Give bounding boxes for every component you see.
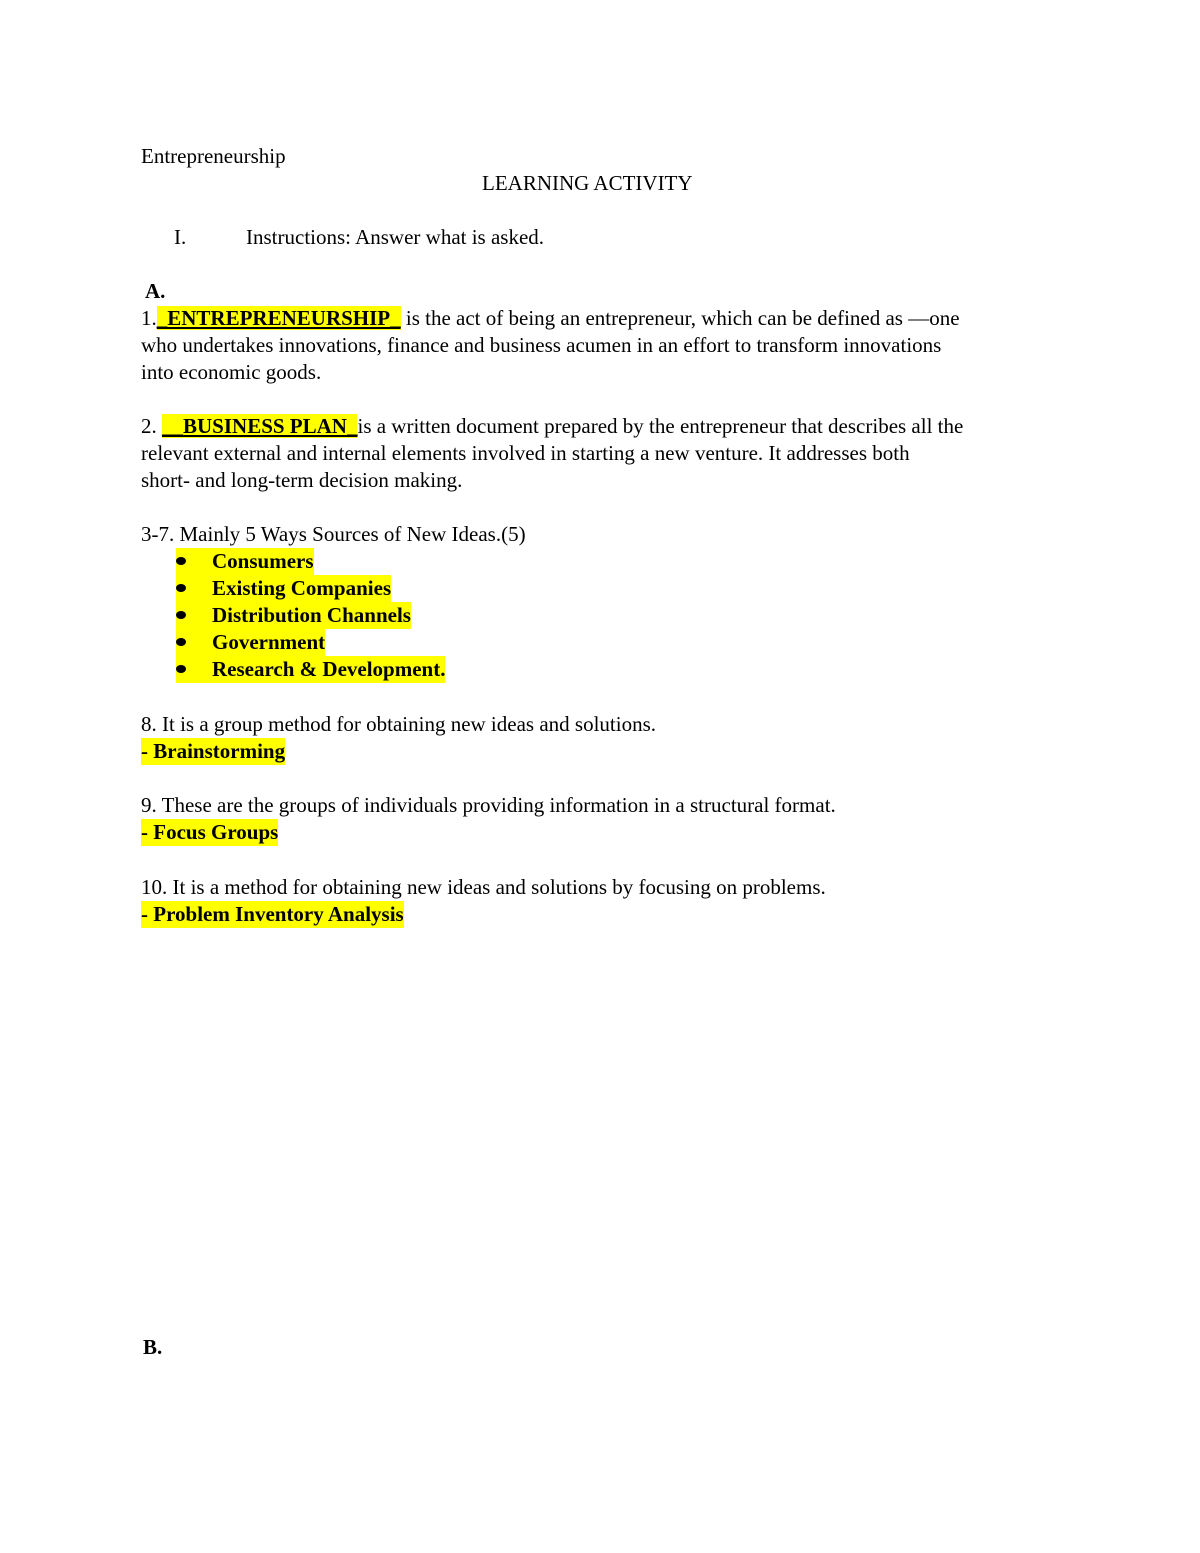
question-10-answer: - Problem Inventory Analysis: [141, 902, 404, 926]
question-2-text-1: is a written document prepared by the entrepreneur that describes all the: [357, 414, 964, 438]
question-1-text-3: into economic goods.: [141, 360, 322, 384]
bullet-icon: [176, 548, 212, 575]
list-item-label: Distribution Channels: [212, 603, 411, 627]
list-item-label: Consumers: [212, 549, 314, 573]
section-a-label: A.: [145, 279, 166, 303]
list-item: [176, 548, 314, 575]
question-1-answer: _ENTREPRENEURSHIP_: [156, 306, 401, 330]
question-10-prompt: 10. It is a method for obtaining new ideas and solutions by focusing on problems.: [141, 875, 826, 899]
bullet-icon: [176, 602, 212, 629]
question-2-text-2: relevant external and internal elements involved in starting a new venture. It addresses both: [141, 441, 910, 465]
question-2-line-1: [141, 413, 963, 440]
question-1-number: 1.: [141, 306, 157, 330]
page-title: LEARNING ACTIVITY: [482, 171, 693, 195]
bullet-icon: [176, 575, 212, 602]
question-9-prompt: 9. These are the groups of individuals providing information in a structural format.: [141, 793, 836, 817]
list-item: [176, 575, 391, 602]
course-name: Entrepreneurship: [141, 144, 286, 168]
list-item: [176, 602, 411, 629]
question-1-text-1: is the act of being an entrepreneur, which can be defined as —one: [400, 306, 960, 330]
question-1-line-1: [141, 305, 960, 332]
bullet-icon: [176, 656, 212, 683]
instructions-numeral: I.: [174, 225, 187, 249]
list-item-label: Existing Companies: [212, 576, 392, 600]
question-8-prompt: 8. It is a group method for obtaining new ideas and solutions.: [141, 712, 657, 736]
question-2-answer: __BUSINESS PLAN_: [162, 414, 358, 438]
question-2-number: 2.: [141, 414, 162, 438]
question-3-7-prompt: 3-7. Mainly 5 Ways Sources of New Ideas.(5): [141, 522, 526, 546]
question-1-text-2: who undertakes innovations, finance and business acumen in an effort to transform innovations: [141, 333, 942, 357]
question-9-answer: - Focus Groups: [141, 820, 279, 844]
instructions-text: Instructions: Answer what is asked.: [246, 225, 545, 249]
question-8-answer: - Brainstorming: [141, 739, 286, 763]
bullet-icon: [176, 629, 212, 656]
list-item: [176, 629, 325, 656]
list-item: [176, 656, 445, 683]
question-2-text-3: short- and long-term decision making.: [141, 468, 463, 492]
list-item-label: Government: [212, 630, 326, 654]
list-item-label: Research & Development.: [212, 657, 446, 681]
section-b-label: B.: [143, 1335, 163, 1359]
